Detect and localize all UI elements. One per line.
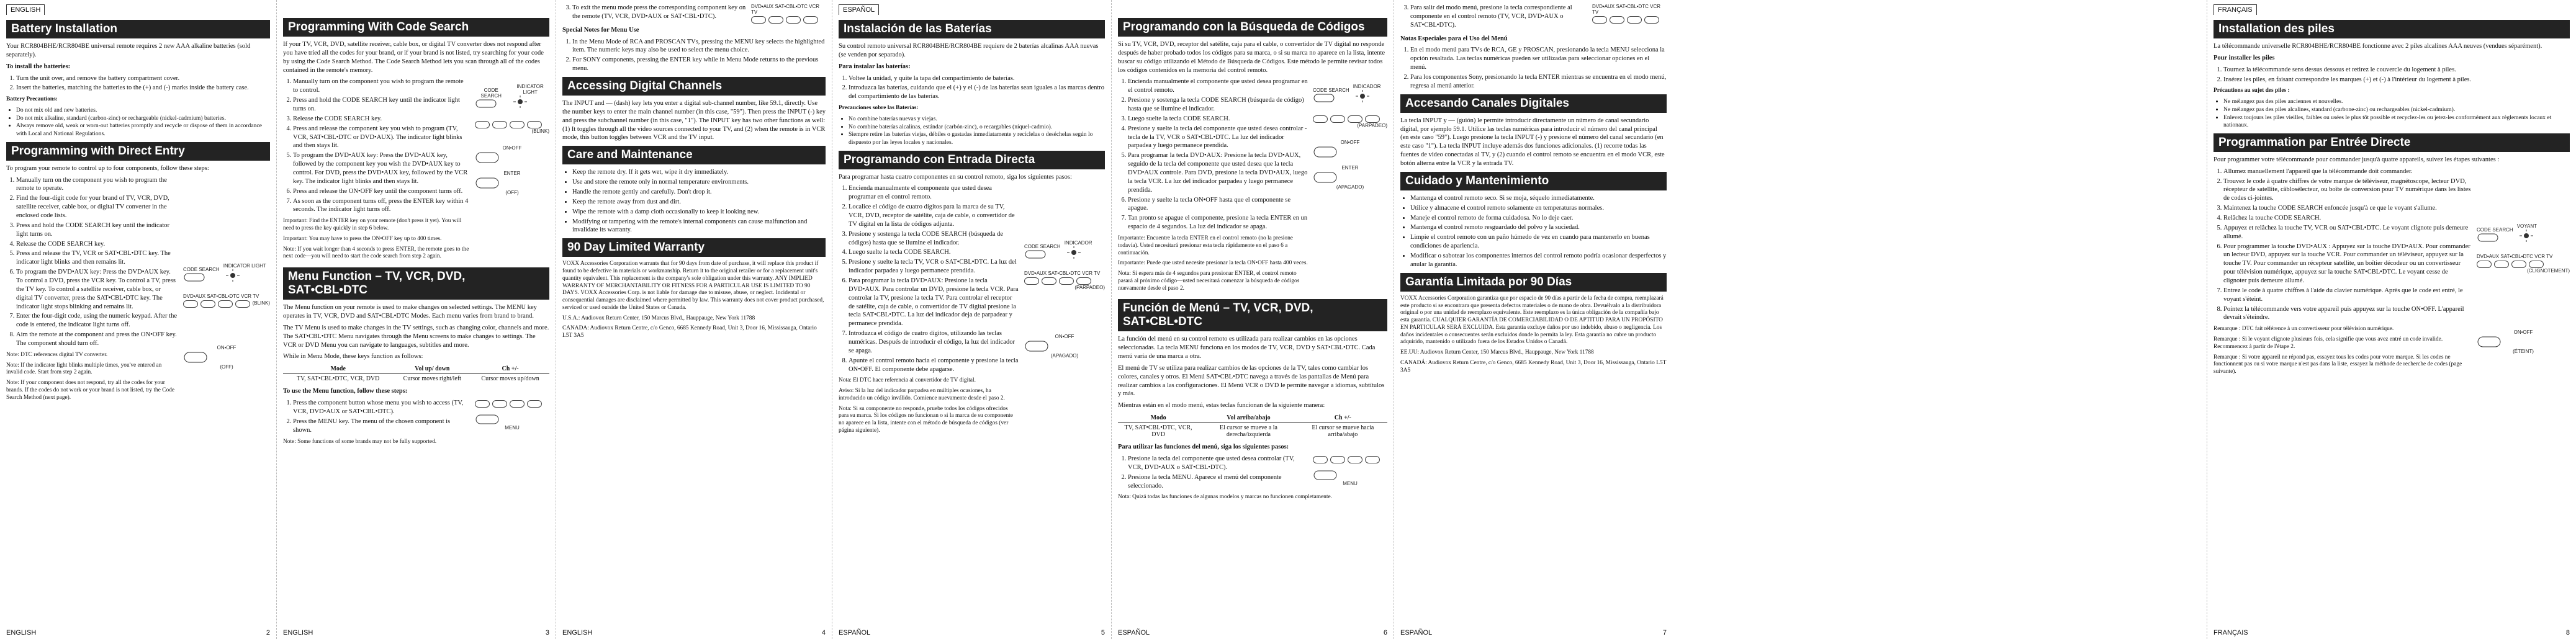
menu-use-head: Para utilizar las funciones del menú, siga los siguientes pasos: (1118, 444, 1289, 451)
exit-keys-figure (751, 4, 826, 24)
battery-intro: La télécommande universelle RCR804BHE/RCR804BE fonctionne avec 2 piles alcalines AAA neuves (vendues séparément). (2213, 43, 2542, 50)
footer-language: FRANÇAIS (2213, 629, 2248, 637)
warranty-address-us: EE.UU: Audiovox Return Center, 150 Marcus Blvd., Hauppauge, New York 11788 (1400, 349, 1594, 356)
precaution-item: • Do not mix old and new batteries. (16, 107, 270, 115)
battery-intro: Your RCR804BHE/RCR804BE universal remote requires 2 new AAA alkaline batteries (sold separately). (6, 43, 251, 58)
fig-indicator-label: INDICADOR (1353, 84, 1381, 90)
code-search-key-icon (183, 272, 205, 282)
footer-language: ESPAÑOL (1118, 629, 1150, 637)
direct-entry-figure (183, 176, 270, 370)
footer-page-number: 3 (545, 629, 549, 637)
note-dtc: Nota: El DTC hace referencia al convertidor de TV digital. (839, 377, 976, 384)
fig-code-search-label: CODE SEARCH (480, 87, 502, 99)
precautions-head: Précautions au sujet des piles : (2213, 87, 2290, 94)
direct-entry-figure (1024, 184, 1105, 359)
direct-entry-content (2213, 168, 2570, 379)
battery-steps-head: Pour installer les piles (2213, 54, 2275, 61)
precaution-item: • No combine baterías alcalinas, estándar (carbón-zinc), o recargables (níquel-cadmio). (849, 123, 1105, 132)
battery-step: 2. Insérez les piles, en faisant correspondre les marques (+) et (-) à l'intérieur du logement à piles. (2223, 76, 2570, 84)
fig-off-label: (OFF) (505, 190, 519, 196)
direct-step: 7. Enter the four-digit code, using the numeric keypad. After the code is entered, the indicator light turns off. (16, 312, 178, 329)
code-search-content (1118, 78, 1387, 295)
footer-page-number: 5 (1101, 629, 1105, 637)
code-search-steps (283, 78, 470, 214)
language-tab: ENGLISH (6, 4, 45, 15)
precaution-item: • Ne mélangez pas des piles alcalines, standard (carbone-zinc) ou rechargeables (nickel-cadmium). (2223, 106, 2570, 114)
table-header: Vol up/ down (393, 364, 471, 374)
care-item: • Keep the remote dry. If it gets wet, wipe it dry immediately. (572, 168, 826, 177)
direct-intro: Pour programmer votre télécommande pour commander jusqu'à quatre appareils, suivez les étapes suivantes : (2213, 156, 2500, 163)
note-timeout: Note: If you wait longer than 4 seconds to press ENTER, the remote goes to the next code—you will need to start the code search from step 2 again. (283, 246, 469, 260)
fig-blink-label: (PARPADEO) (1357, 123, 1387, 129)
direct-step: 2. Find the four-digit code for your brand of TV, VCR, DVD, satellite receiver, cable box, or digital TV converter in the enclosed code lists. (16, 194, 178, 220)
fig-code-search-label: CODE SEARCH (183, 266, 220, 272)
care-item: • Maneje el control remoto de forma cuidadosa. No lo deje caer. (1410, 214, 1667, 223)
direct-intro: To program your remote to control up to four components, follow these steps: (6, 164, 209, 172)
direct-step: 1. Encienda manualmente el componente que usted desea programar en el control remoto. (849, 184, 1019, 202)
note-invalid-code: Note: If the indicator light blinks multiple times, you've entered an invalid code. Start from step 2 again. (6, 362, 162, 376)
code-search-key-icon (1024, 249, 1047, 259)
page-english-2 (0, 0, 276, 639)
menu-step: 1. Press the component button whose menu you wish to access (TV, VCR, DVD•AUX or SAT•CBL•DTC). (293, 399, 470, 416)
fig-menu-label: MENU (505, 425, 520, 431)
menu-step: 3. Para salir del modo menú, presione la tecla correspondiente al componente en el control remoto (TV, VCR, DVD•AUX o SAT•CBL•DTC). (1410, 4, 1587, 30)
section-title-battery: Instalación de las Baterías (839, 20, 1105, 38)
note-important-enter: Important: Find the ENTER key on your remote (don't press it yet). You will need to press the key quickly in step 6 below. (283, 218, 462, 232)
direct-step: 5. Press and release the TV, VCR or SAT•CBL•DTC key. The indicator light blinks and then remains lit. (16, 249, 178, 267)
page-footer (839, 629, 1105, 637)
note-dtc: Note: DTC references digital TV converter. (6, 351, 108, 358)
indicator-light-icon (511, 95, 529, 109)
page-footer (2213, 629, 2570, 637)
menu-figure (1313, 455, 1387, 486)
menu-key-icon (475, 414, 500, 425)
menu-step: 2. Presione la tecla MENU. Aparece el menú del componente seleccionado. (1128, 473, 1308, 491)
component-keys-icon (1313, 456, 1387, 463)
warranty-address-ca: CANADÁ: Audiovox Return Centre, c/o Genco, 6685 Kennedy Road, Unit 3, Door 16, Mississauga, Ontario L5T 3A5 (1400, 359, 1667, 373)
precaution-item: • Always remove old, weak or worn-out batteries promptly and recycle or dispose of them in accordance with Local and National Regulations. (16, 122, 270, 138)
menu-step: 3. To exit the menu mode press the corresponding component key on the remote (TV, VCR, DVD•AUX or SAT•CBL•DTC). (572, 4, 746, 21)
menu-note: Note: Some functions of some brands may not be fully supported. (283, 438, 437, 445)
footer-page-number: 8 (2565, 629, 2570, 637)
direct-step: 6. Para programar la tecla DVD•AUX: Presione la tecla DVD•AUX. Para controlar un DVD, presione la tecla VCR. Para controlar la TV, presione la tecla TV. Para controlar el receptor de satélite, caja de cable, o convertidor de TV digital presione la tecla SAT•CBL•DTC. La luz del indicador deja de parpadear y permanece prendida. (849, 277, 1019, 328)
footer-language: ESPAÑOL (1400, 629, 1433, 637)
battery-step: 2. Introduzca las baterías, cuidando que el (+) y el (-) de las baterías sean iguales a las marcas dentro del compartimiento de las baterías. (849, 84, 1105, 101)
component-keys-icon (475, 121, 549, 128)
code-search-intro: If your TV, VCR, DVD, satellite receiver, cable box, or digital TV converter does not respond after you have tried all the codes for your brand, or if your brand is not listed, try searching for your code by using the Code Search Method. The Code Search Method lets you scan through all of the codes contained in the remote's memory. (283, 41, 544, 74)
page-spanish-6 (1111, 0, 1394, 639)
care-item: • Use and store the remote only in normal temperature environments. (572, 178, 826, 187)
enter-key-icon (475, 176, 500, 190)
onoff-key-icon (2477, 335, 2502, 349)
note-important-enter: Importante: Encuentre la tecla ENTER en el control remoto (no la presione todavía). Usted necesitará presionar esta tecla rápidamente en el paso 6 a continuación. (1118, 235, 1293, 256)
code-search-step: 1. Manually turn on the component you wish to program the remote to control. (293, 78, 470, 95)
menu-note: Nota: Quizá todas las funciones de algunas modelos y marcas no funcionen completamente. (1118, 494, 1332, 501)
section-title-battery: Installation des piles (2213, 20, 2570, 38)
language-tab: ESPAÑOL (839, 4, 879, 15)
code-search-step: 4. Press and release the component key you wish to program (TV, VCR, SAT•CBL•DTC or DVD•AUX). The indicator light blinks and then stays lit. (293, 125, 470, 151)
indicator-light-icon (2517, 229, 2536, 243)
warranty-address-us: U.S.A.: Audiovox Return Center, 150 Marcus Blvd., Hauppauge, New York 11788 (562, 315, 755, 321)
direct-entry-content (6, 176, 270, 405)
precautions-list (2213, 98, 2570, 130)
care-item: • Mantenga el control remoto resguardado del polvo y la suciedad. (1410, 223, 1667, 232)
footer-language: ENGLISH (283, 629, 313, 637)
footer-page-number: 7 (1662, 629, 1667, 637)
footer-language: ENGLISH (562, 629, 593, 637)
menu-use-head: To use the Menu function, follow these steps: (283, 388, 408, 395)
menu-use-content (283, 399, 549, 438)
menu-keys-table (1118, 413, 1387, 439)
section-title-warranty: 90 Day Limited Warranty (562, 238, 826, 257)
section-title-warranty: Garantía Limitada por 90 Días (1400, 273, 1667, 292)
code-search-step: 6. Presione y suelte la tecla ON•OFF hasta que el componente se apague. (1128, 196, 1308, 213)
code-search-step: 5. To program the DVD•AUX key: Press the DVD•AUX key, followed by the component key you wish the DVD•AUX key to control. For DVD, press the DVD•AUX key, followed by the VCR key. The indicator light blinks and then stays lit. (293, 151, 470, 185)
warranty-address-ca: CANADA: Audiovox Return Centre, c/o Genco, 6685 Kennedy Road, Unit 3, Door 16, Mississauga, Ontario L5T 3A5 (562, 325, 817, 339)
page-spanish-7 (1394, 0, 1673, 639)
direct-step: 3. Presione y sostenga la tecla CODE SEARCH (búsqueda de códigos) hasta que se ilumine el indicador. (849, 230, 1019, 248)
code-search-step: 5. Para programar la tecla DVD•AUX: Presione la tecla DVD•AUX, seguido de la tecla del componente que usted desea que la tecla DVD•AUX controle. Para DVD, presione la tecla DVD•AUX, luego la tecla VCR. La luz del indicador parpadea y luego permanece prendida. (1128, 151, 1308, 194)
page-english-4 (556, 0, 832, 639)
special-notes-head: Special Notes for Menu Use (562, 26, 639, 34)
fig-keys-label: DVD•AUX SAT•CBL•DTC VCR TV (1592, 4, 1661, 15)
battery-step: 2. Insert the batteries, matching the batteries to the (+) and (-) marks inside the battery case. (16, 84, 270, 92)
precautions-head: Precauciones sobre las Baterías: (839, 105, 919, 112)
component-keys-icon (751, 16, 826, 24)
fig-enter-label: ENTER (503, 171, 521, 177)
fig-code-search-label: CODE SEARCH (1313, 87, 1349, 94)
indicator-light-icon (1065, 246, 1083, 259)
table-row (1118, 423, 1387, 440)
section-title-digital: Accessing Digital Channels (562, 77, 826, 96)
footer-page-number: 2 (266, 629, 270, 637)
precautions-list (839, 115, 1105, 147)
precaution-item: • Enlevez toujours les piles vieilles, faibles ou usées le plus tôt possible et recyclez-les ou jetez-les conformément aux règlements locaux et nationaux. (2223, 114, 2570, 130)
menu-exit-step (562, 4, 826, 26)
code-search-step: 3. Luego suelte la tecla CODE SEARCH. (1128, 115, 1308, 123)
page-footer (1118, 629, 1387, 637)
menu-p2: The TV Menu is used to make changes in the TV settings, such as changing color, channels and more. The SAT•CBL•DTC Menu navigates through the Menu screens to make changes to settings. The VCR or DVD Menu you can navigate to languages, subtitles and more. (283, 324, 549, 349)
care-list (1400, 194, 1667, 269)
battery-steps (6, 74, 270, 93)
page-footer (6, 629, 270, 637)
code-search-step: 4. Presione y suelte la tecla del componente que usted desea controlar - tecla de la TV, VCR o SAT•CBL•DTC. La luz del indicador parpadea y luego permanece prendida. (1128, 125, 1308, 151)
section-title-code-search: Programming With Code Search (283, 18, 549, 37)
fig-indicator-label: INDICATOR LIGHT (223, 262, 266, 269)
care-list (562, 168, 826, 235)
special-note: 2. Para los componentes Sony, presionando la tecla ENTER mientras se encuentra en el modo menú, regresa al menú anterior. (1410, 73, 1667, 91)
care-item: • Keep the remote away from dust and dirt. (572, 198, 826, 207)
page-footer (562, 629, 826, 637)
special-note: 1. In the Menu Mode of RCA and PROSCAN TVs, pressing the MENU key selects the highlighted item. The numeric keys may also be used to select the menu choice. (572, 38, 826, 55)
menu-exit-step (1400, 4, 1667, 35)
fig-onoff-label: ON•OFF (2513, 329, 2533, 335)
table-cell: Cursor moves right/left (403, 375, 461, 383)
menu-figure (475, 399, 549, 431)
footer-language: ESPAÑOL (839, 629, 871, 637)
battery-step: 1. Voltee la unidad, y quite la tapa del compartimiento de baterías. (849, 74, 1105, 83)
battery-steps (2213, 66, 2570, 84)
fig-onoff-label: ON•OFF (1055, 334, 1074, 340)
code-search-key-icon (475, 99, 497, 109)
direct-entry-figure (2477, 168, 2570, 354)
table-header: Ch +/- (471, 364, 549, 374)
precautions-head: Battery Precautions: (6, 96, 58, 103)
menu-step: 1. Presione la tecla del componente que usted desea controlar (TV, VCR, DVD•AUX o SAT•CBL•DTC). (1128, 455, 1308, 472)
menu-p3: Mientras están en el modo menú, estas teclas funcionan de la siguiente manera: (1118, 402, 1325, 409)
battery-steps-head: Para instalar las baterías: (839, 63, 911, 70)
direct-step: 2. Trouvez le code à quatre chiffres de votre marque de téléviseur, magnétoscope, lecteur DVD, récepteur de satellite, câblosélecteur, ou boîte de conversion pour TV numérique dans les listes de codes ci-jointes. (2223, 177, 2472, 203)
menu-use-content (1118, 455, 1387, 494)
onoff-key-icon (1313, 145, 1338, 159)
precaution-item: • Siempre retire las baterías viejas, débiles o gastadas inmediatamente y recíclelas o deséchelas según lo dispuesto por las leyes locales y nacionales. (849, 131, 1105, 146)
onoff-key-icon (183, 351, 208, 364)
page-footer (283, 629, 549, 637)
battery-steps (839, 74, 1105, 102)
special-notes-head: Notas Especiales para el Uso del Menú (1400, 35, 1508, 42)
fig-onoff-label: ON•OFF (217, 344, 236, 351)
direct-step: 8. Aim the remote at the component and press the ON•OFF key. The component should turn off. (16, 331, 178, 348)
note-important-400: Importante: Puede que usted necesite presionar la tecla ON•OFF hasta 400 veces. (1118, 260, 1308, 267)
code-search-step: 7. Tan pronto se apague el componente, presione la tecla ENTER en un espacio de 4 segundos. La luz del indicador se apaga. (1128, 214, 1308, 231)
direct-step: 1. Manually turn on the component you wish to program the remote to operate. (16, 176, 178, 194)
table-cell: TV, SAT•CBL•DTC, VCR, DVD (297, 375, 380, 383)
code-search-figure (475, 78, 549, 195)
code-search-step: 3. Release the CODE SEARCH key. (293, 115, 470, 123)
code-search-step: 2. Press and hold the CODE SEARCH key until the indicator light turns on. (293, 96, 470, 114)
care-item: • Wipe the remote with a damp cloth occasionally to keep it looking new. (572, 208, 826, 217)
menu-key-icon (1313, 470, 1338, 481)
language-tab: FRANÇAIS (2213, 4, 2257, 15)
component-keys-icon (183, 300, 270, 308)
warranty-paragraph: VOXX Accessories Corporation garantiza que por espacio de 90 días a partir de la fecha de compra, reemplazará este producto si se encontrara que presenta defectos materiales o de mano de obra. Devuélvalo a la distribuidora original o por una unidad de reemplazo equivalente. Este reemplazo es la única obligación de la compañía bajo esta garantía. CUALQUIER GARANTÍA DE COMERCIABILIDAD O DE APTITUD PARA UN PROPÓSITO EN PARTICULAR SERÁ EXCLUIDA. Esta garantía excluye daños por uso indebido, abuso o negligencia. Los daños incidentales o consecuentes serán excluidos donde lo permita la ley. Esta garantía no cubre un producto adquirido, mantenido o utilizado fuera de los Estados Unidos o Canadá. (1400, 295, 1664, 346)
care-item: • Limpie el control remoto con un paño húmedo de vez en cuando para mantenerlo en buenas condiciones de apariencia. (1410, 233, 1667, 251)
battery-step: 1. Turn the unit over, and remove the battery compartment cover. (16, 74, 270, 83)
fig-off-label: (APAGADO) (1050, 353, 1079, 359)
page-english-3 (276, 0, 556, 639)
direct-step: 6. Pour programmer la touche DVD•AUX : Appuyez sur la touche DVD•AUX. Pour commander un lecteur DVD, appuyez sur la touche VCR. Pour commander un téléviseur, appuyez sur la touche TV. Pour commander un récepteur satellite, un boîtier décodeur ou un convertisseur pour télévision numérique, appuyez sur la touche SAT•CBL•DTC. Le voyant cesse de clignoter puis demeure allumé. (2223, 243, 2472, 285)
note-no-response: Note: If your component does not respond, try all the codes for your brands. If the codes do not work or your brand is not listed, try the Code Search Method (next page). (6, 380, 175, 401)
note-timeout: Nota: Si espera más de 4 segundos para presionar ENTER, el control remoto pasará al próximo código—usted necesitará comenzar la búsqueda de códigos nuevamente desde el paso 2. (1118, 270, 1300, 292)
section-title-menu: Menu Function – TV, VCR, DVD, SAT•CBL•DTC (283, 267, 549, 300)
table-cell: TV, SAT•CBL•DTC, VCR, DVD (1124, 424, 1192, 439)
direct-step: 4. Luego suelte la tecla CODE SEARCH. (849, 248, 1019, 257)
digital-paragraph: The INPUT and — (dash) key lets you enter a digital sub-channel number, like 59.1, directly. Use the number keys to enter the main channel number (in this case, "59"). Then press the INPUT (-) key and press the subchannel number (in this case, "1"). The INPUT key has two other functions as well: (1) It toggles through all the video sources connected to your TV, and (2) when the remote is in VCR mode, this button toggles between VCR and the TV input. (562, 100, 826, 141)
care-item: • Modificar o sabotear los componentes internos del control remoto podría ocasionar desperfectos y anular la garantía. (1410, 252, 1667, 269)
code-search-key-icon (2477, 233, 2499, 243)
direct-step: 2. Localice el código de cuatro dígitos para la marca de su TV, VCR, DVD, receptor de satélite, caja de cable, o convertidor de TV digital en la lista de códigos adjunta. (849, 203, 1019, 229)
note-dtc: Remarque : DTC fait référence à un convertisseur pour télévision numérique. (2213, 326, 2394, 333)
code-search-key-icon (1313, 93, 1335, 103)
section-title-menu: Función de Menú – TV, VCR, DVD, SAT•CBL•DTC (1118, 299, 1387, 331)
footer-language: ENGLISH (6, 629, 37, 637)
direct-step: 7. Introduzca el código de cuatro dígitos, utilizando las teclas numéricas. Después de introducir el código, la luz del indicador se apaga. (849, 329, 1019, 355)
exit-keys-figure (1592, 4, 1667, 24)
footer-page-number: 6 (1383, 629, 1387, 637)
section-title-care: Care and Maintenance (562, 146, 826, 164)
battery-intro: Su control remoto universal RCR804BHE/RCR804BE requiere de 2 baterías alcalinas AAA nuevas (se venden por separado). (839, 43, 1099, 58)
section-title-direct-entry: Programmation par Entrée Directe (2213, 133, 2570, 152)
direct-step: 5. Presione y suelte la tecla TV, VCR o SAT•CBL•DTC. La luz del indicador parpadea y luego permanece prendida. (849, 258, 1019, 275)
table-header: Mode (283, 364, 393, 374)
section-title-battery: Battery Installation (6, 20, 270, 38)
page-footer (1400, 629, 1667, 637)
section-title-code-search: Programando con la Búsqueda de Códigos (1118, 18, 1387, 37)
table-header: Vol arriba/abajo (1199, 413, 1298, 423)
fig-keys-label: DVD•AUX SAT•CBL•DTC VCR TV (183, 293, 259, 299)
section-title-direct-entry: Programming with Direct Entry (6, 142, 270, 161)
special-notes (1400, 46, 1667, 90)
code-search-content (283, 78, 549, 264)
indicator-light-icon (1353, 89, 1372, 103)
fig-onoff-label: ON•OFF (1340, 140, 1360, 146)
direct-steps (2213, 168, 2472, 323)
note-invalid-code: Remarque : Si le voyant clignote plusieurs fois, cela signifie que vous avez entré un code invalide. Recommencez à partir de l'étape 2. (2213, 336, 2443, 350)
code-search-figure (1313, 78, 1387, 190)
fig-menu-label: MENU (1343, 481, 1358, 487)
component-keys-icon (1313, 115, 1387, 123)
direct-steps (6, 176, 178, 348)
code-search-step: 2. Presione y sostenga la tecla CODE SEARCH (búsqueda de código) hasta que se ilumine el indicador. (1128, 96, 1308, 114)
precaution-item: • No combine baterías nuevas y viejas. (849, 115, 1105, 123)
direct-step: 6. To program the DVD•AUX key: Press the DVD•AUX key. To control a DVD, press the VCR key. To control a TV, press the TV key. To control a satellite receiver, cable box, or digital TV converter, press the SAT•CBL•DTC key. The indicator light stops blinking and remains lit. (16, 268, 178, 311)
menu-exit-list (1400, 4, 1587, 31)
section-title-direct-entry: Programando con Entrada Directa (839, 151, 1105, 169)
table-cell: Cursor moves up/down (481, 375, 539, 383)
code-search-step: 7. As soon as the component turns off, press the ENTER key within 4 seconds. The indicator light turns off. (293, 197, 470, 215)
section-title-care: Cuidado y Mantenimiento (1400, 172, 1667, 190)
direct-entry-content (839, 184, 1105, 437)
fig-code-search-label: CODE SEARCH (1024, 244, 1061, 250)
code-search-intro: Si su TV, VCR, DVD, receptor del satélite, caja para el cable, o convertidor de TV digital no responde después de haber probado todos los códigos para su marca, o si su marca no aparece en la lista, intente buscar su código utilizando el Método de Búsqueda de Códigos. Este método le permite revisar todos los códigos contenidos en la memoria del control remoto. (1118, 41, 1385, 74)
note-important-400: Important: You may have to press the ON•OFF key up to 400 times. (283, 235, 442, 242)
direct-step: 8. Pointez la télécommande vers votre appareil puis appuyez sur la touche ON•OFF. L'appareil devrait s'éteindre. (2223, 305, 2472, 323)
fig-off-label: (OFF) (220, 364, 233, 370)
direct-intro: Para programar hasta cuatro componentes en su control remoto, siga los siguientes pasos: (839, 173, 1072, 181)
battery-steps-head: To install the batteries: (6, 63, 71, 70)
fig-keys-label: DVD•AUX SAT•CBL•DTC VCR TV (751, 4, 820, 15)
menu-steps (283, 399, 470, 434)
precautions-list (6, 107, 270, 138)
menu-p1: La función del menú en su control remoto es utilizada para realizar cambios en las opciones seleccionadas. La tecla MENU funciona en los modos de TV, VCR, DVD y SAT•CBL•DTC. Cada menú varía de una marca a otra. (1118, 336, 1376, 360)
fig-blink-label: (PARPADEO) (1074, 285, 1105, 291)
direct-step: 3. Press and hold the CODE SEARCH key until the indicator light turns on. (16, 221, 178, 239)
direct-step: 5. Appuyez et relâchez la touche TV, VCR ou SAT•CBL•DTC. Le voyant clignote puis demeure allumé. (2223, 224, 2472, 241)
menu-p2: El menú de TV se utiliza para realizar cambios de las opciones de la TV, tales como cambiar los colores, canales y otros. El Menú SAT•CBL•DTC navega a través de las pantallas de Menú para realizar cambios a las configuraciones. El Menú VCR o DVD le permite navegar a idiomas, subtítulos y más. (1118, 364, 1385, 398)
digital-paragraph: La tecla INPUT y — (guión) le permite introducir directamente un número de canal secundario digital, por ejemplo 59.1. Utilice las teclas numéricas para introducir el número del canal principal (en este caso "59"). Luego presione la tecla INPUT (-) y presione el número del canal secundario (en este caso "1"). La tecla INPUT incluye además dos funciones adicionales. (1) recorre todas las fuentes de video conectadas al TV, y (2) cuando el control remoto se encuentra en el modo VCR, este botón alterna entre la VCR y la entrada TV. (1400, 117, 1665, 168)
care-item: • Utilice y almacene el control remoto solamente en temperaturas normales. (1410, 204, 1667, 213)
precaution-item: • Do not mix alkaline, standard (carbon-zinc) or rechargeable (nickel-cadmium) batteries. (16, 115, 270, 123)
fig-onoff-label: ON•OFF (502, 145, 522, 151)
fig-indicator-label: INDICATOR LIGHT (516, 84, 544, 96)
component-keys-icon (1592, 16, 1667, 24)
component-keys-icon (1024, 277, 1105, 285)
fig-blink-label: (CLIGNOTEMENT) (2527, 267, 2570, 274)
code-search-step: 6. Press and release the ON•OFF key until the component turns off. (293, 187, 470, 196)
direct-step: 3. Maintenez la touche CODE SEARCH enfoncée jusqu'à ce que le voyant s'allume. (2223, 204, 2472, 213)
fig-code-search-label: CODE SEARCH (2477, 226, 2513, 233)
table-cell: El cursor se mueve a la derecha/izquierda (1219, 424, 1277, 439)
special-note: 1. En el modo menú para TVs de RCA, GE y PROSCAN, presionando la tecla MENU selecciona la opción resaltada. Las teclas numéricas pueden ser utilizadas para seleccionar opciones en el menú. (1410, 46, 1667, 72)
menu-exit-list (562, 4, 746, 22)
fig-keys-label: DVD•AUX SAT•CBL•DTC VCR TV (2477, 253, 2553, 259)
component-keys-icon (2477, 261, 2570, 268)
precaution-item: • Ne mélangez pas des piles anciennes et nouvelles. (2223, 98, 2570, 106)
menu-p3: While in Menu Mode, these keys function as follows: (283, 353, 423, 360)
direct-step: 1. Allumez manuellement l'appareil que la télécommande doit commander. (2223, 168, 2472, 176)
fig-keys-label: DVD•AUX SAT•CBL•DTC VCR TV (1024, 270, 1101, 277)
special-note: 2. For SONY components, pressing the ENTER key while in Menu Mode returns to the previous menu. (572, 56, 826, 73)
page-spanish-5 (832, 0, 1111, 639)
direct-steps (839, 184, 1019, 373)
special-notes (562, 38, 826, 73)
component-keys-icon (475, 400, 549, 408)
note-invalid-code: Aviso: Si la luz del indicador parpadea en múltiples ocasiones, ha introducido un código inválido. Comience nuevamente desde el paso 2. (839, 388, 1005, 401)
fig-enter-label: ENTER (1341, 165, 1359, 171)
fig-off-label: (ÉTEINT) (2513, 348, 2534, 354)
table-cell: El cursor se mueve hacia arriba/abajo (1312, 424, 1374, 439)
onoff-key-icon (1024, 339, 1049, 353)
fig-off-label: (APAGADO) (1336, 184, 1364, 190)
fig-indicator-label: INDICADOR (1064, 240, 1092, 246)
fig-blink-label: (BLINK) (252, 300, 271, 306)
menu-steps (1118, 455, 1308, 490)
menu-p1: The Menu function on your remote is used to make changes on selected settings. The MENU key operates in TV, VCR, DVD and SAT•CBL•DTC Modes. Each menu varies from brand to brand. (283, 304, 537, 320)
table-header: Ch +/- (1299, 413, 1387, 423)
section-title-digital: Accesando Canales Digitales (1400, 94, 1667, 113)
fig-indicator-label: VOYANT (2516, 223, 2537, 229)
direct-step: 8. Apunte el control remoto hacia el componente y presione la tecla ON•OFF. El componente debe apagarse. (849, 357, 1019, 374)
footer-page-number: 4 (821, 629, 826, 637)
table-row (283, 374, 549, 384)
note-no-response: Remarque : Si votre appareil ne répond pas, essayez tous les codes pour votre marque. Si les codes ne fonctionnent pas ou si votre marque n'est pas dans la liste, essayez la méthode de recherche de codes (page suivante). (2213, 354, 2462, 375)
warranty-paragraph: VOXX Accessories Corporation warrants that for 90 days from date of purchase, it will replace this product if found to be defective in materials or workmanship. Return it to the original retailer or for a replacement unit's quantity equivalent. This replacement is the company's sole obligation under this warranty. ANY IMPLIED WARRANTY OF MERCHANTABILITY OR FITNESS FOR A PARTICULAR USE IS LIMITED TO 90 DAYS. VOXX Accessories Corp. is not liable for damage due to misuse, abuse, or neglect. Incidental or consequential damages are disclaimed where permitted by law. This warranty does not cover product purchased, serviced or used outside the United States or Canada. (562, 261, 824, 311)
fig-blink-label: (BLINK) (531, 128, 549, 135)
care-item: • Mantenga el control remoto seco. Si se moja, séquelo inmediatamente. (1410, 194, 1667, 203)
table-header: Modo (1118, 413, 1199, 423)
direct-step: 4. Release the CODE SEARCH key. (16, 240, 178, 249)
indicator-light-icon (223, 269, 242, 282)
code-search-steps (1118, 78, 1308, 231)
battery-step: 1. Tournez la télécommande sens dessus dessous et retirez le couvercle du logement à piles. (2223, 66, 2570, 74)
direct-step: 7. Entrez le code à quatre chiffres à l'aide du clavier numérique. Après que le code est entré, le voyant s'éteint. (2223, 287, 2472, 304)
menu-keys-table (283, 364, 549, 383)
direct-step: 4. Relâchez la touche CODE SEARCH. (2223, 214, 2472, 223)
page-french-8 (2207, 0, 2576, 639)
onoff-key-icon (475, 151, 500, 164)
enter-key-icon (1313, 171, 1338, 184)
code-search-step: 1. Encienda manualmente el componente que usted desea programar en el control remoto. (1128, 78, 1308, 95)
care-item: • Modifying or tampering with the remote's internal components can cause malfunction and invalidate its warranty. (572, 218, 826, 235)
note-no-response: Nota: Si su componente no responde, pruebe todos los códigos ofrecidos para su marca. Si los códigos no funcionan o si la marca de su componente no aparece en la lista, intente con el método de búsqueda de códigos (ver página siguiente). (839, 405, 1013, 434)
care-item: • Handle the remote gently and carefully. Don't drop it. (572, 188, 826, 197)
menu-step: 2. Press the MENU key. The menu of the chosen component is shown. (293, 418, 470, 435)
